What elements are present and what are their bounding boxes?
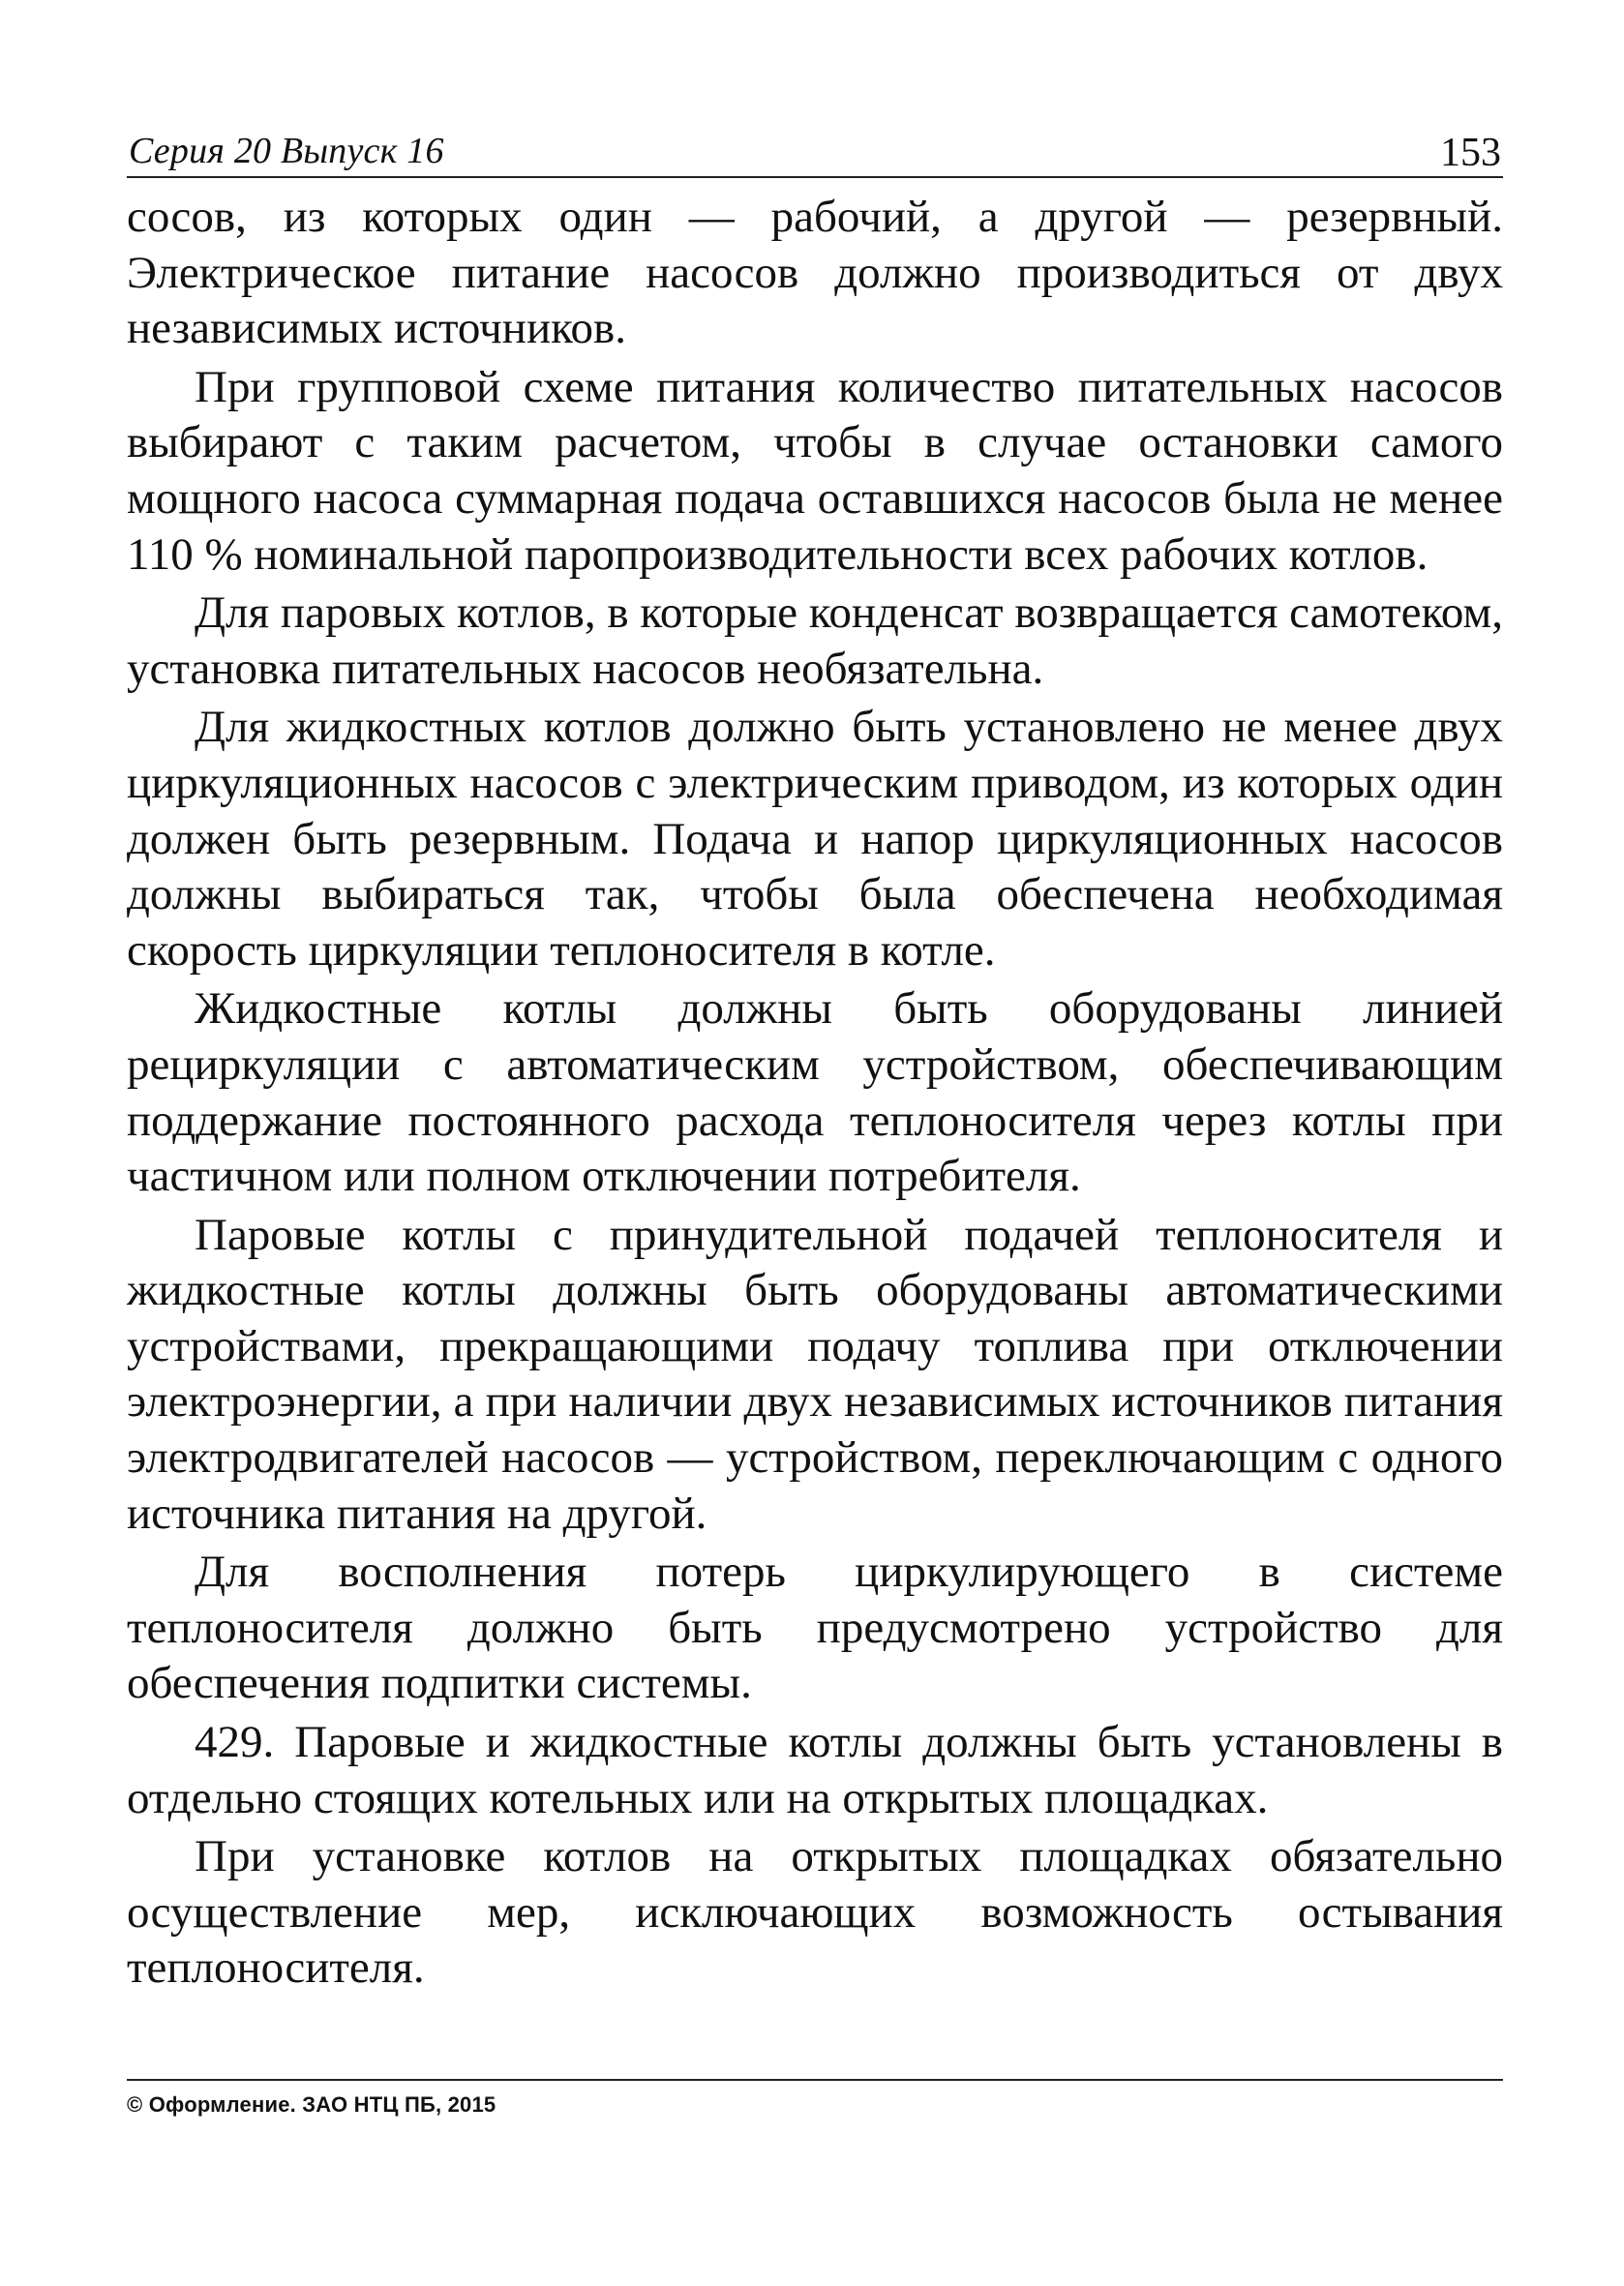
paragraph: Жидкостные котлы должны быть оборудованы линией рециркуляции с автоматическим устройством, обеспечивающим поддержание постоянного расхода теплоносителя через котлы при частичном или полном отключении потребителя. xyxy=(127,983,1503,1202)
document-page xyxy=(127,124,1503,2214)
body-text xyxy=(127,190,1503,1997)
running-header xyxy=(127,124,1503,178)
paragraph: При групповой схеме питания количество питательных насосов выбирают с таким расчетом, чтобы в случае остановки самого мощного насоса суммарная подача оставшихся насосов была не менее 110 % номинальной паропроизводительности всех рабочих котлов. xyxy=(127,361,1503,580)
paragraph: Паровые котлы с принудительной подачей теплоносителя и жидкостные котлы должны быть оборудованы автоматическими устройствами, прекращающими подачу топлива при отключении электроэнергии, а при наличии двух независимых источников питания электродвигателей насосов — устройством, переключающим с одного источника питания на другой. xyxy=(127,1209,1503,1539)
paragraph: При установке котлов на открытых площадках обязательно осуществление мер, исключающих возможность остывания теплоносителя. xyxy=(127,1831,1503,1994)
paragraph: 429. Паровые и жидкостные котлы должны быть установлены в отдельно стоящих котельных или на открытых площадках. xyxy=(127,1717,1503,1823)
paragraph: Для паровых котлов, в которые конденсат возвращается самотеком, установка питательных насосов необязательна. xyxy=(127,587,1503,694)
paragraph: Для жидкостных котлов должно быть установлено не менее двух циркуляционных насосов с электрическим приводом, из которых один должен быть резервным. Подача и напор циркуляционных насосов должны выбираться так, чтобы была обеспечена необходимая скорость циркуляции теплоносителя в котле. xyxy=(127,702,1503,976)
page-footer xyxy=(127,2079,1503,2118)
copyright-notice: © Оформление. ЗАО НТЦ ПБ, 2015 xyxy=(127,2092,496,2117)
footer-rule xyxy=(127,2079,1503,2081)
series-title: Серия 20 Выпуск 16 xyxy=(129,131,444,171)
paragraph: сосов, из которых один — рабочий, а другой — резервный. Электрическое питание насосов должно производиться от двух независимых источников. xyxy=(127,192,1503,354)
paragraph: Для восполнения потерь циркулирующего в системе теплоносителя должно быть предусмотрено устройство для обеспечения подпитки системы. xyxy=(127,1547,1503,1709)
page-number: 153 xyxy=(1440,131,1501,175)
